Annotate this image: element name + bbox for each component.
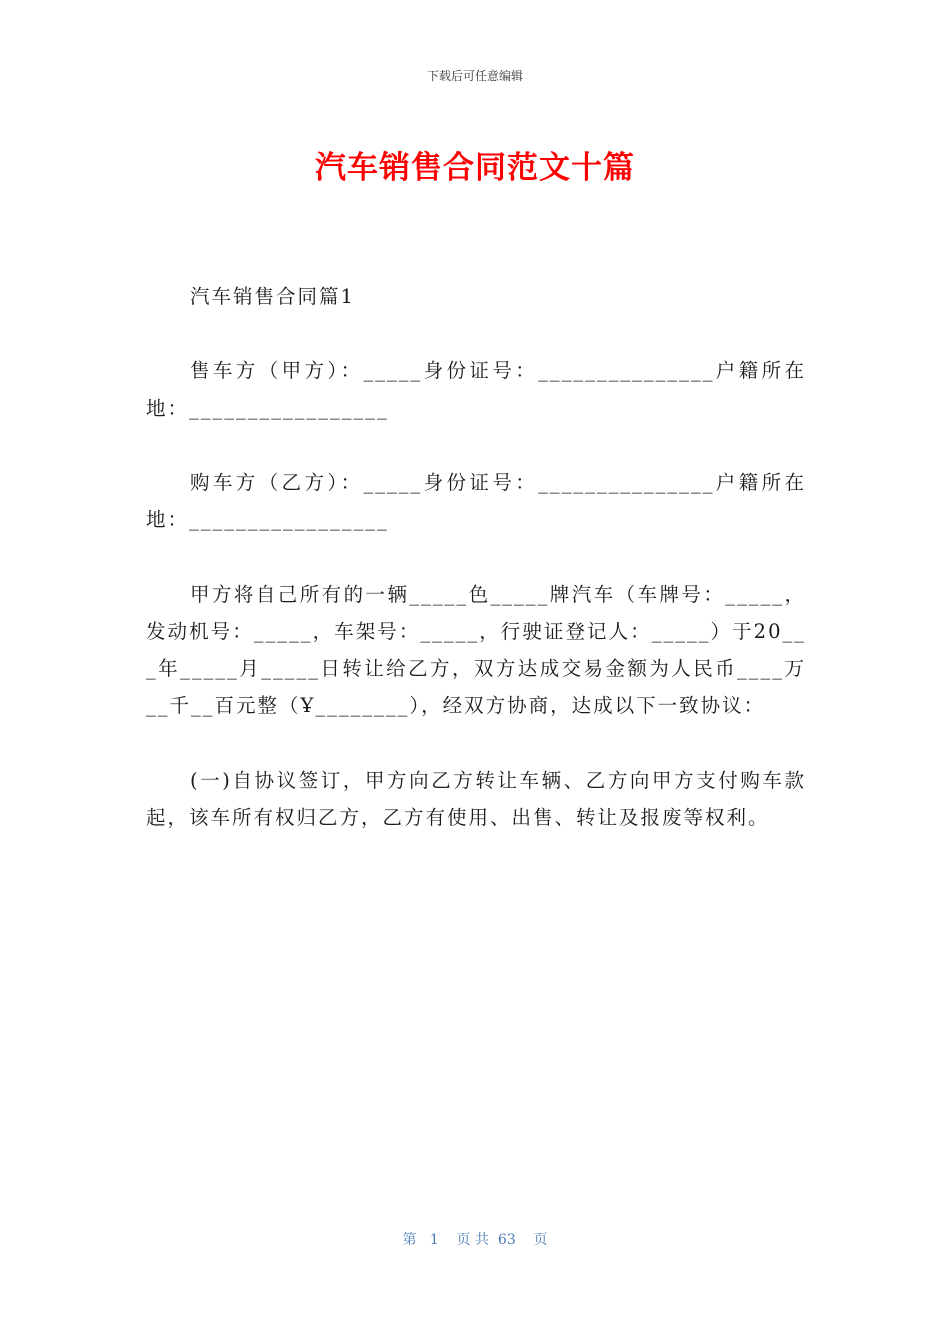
page-footer xyxy=(0,1229,950,1249)
document-body xyxy=(146,278,806,873)
header-note: 下载后可任意编辑 xyxy=(426,69,523,83)
page-number: 1 xyxy=(429,1232,439,1248)
seller-paragraph: 售车方（甲方）：_____身份证号：_______________户籍所在地：_________________ xyxy=(146,359,806,420)
buyer-paragraph: 购车方（乙方）：_____身份证号：_______________户籍所在地：_________________ xyxy=(146,470,806,532)
transfer-paragraph: 甲方将自己所有的一辆_____色_____牌汽车（车牌号：_____，发动机号：_____，车架号：_____，行驶证登记人：_____）于20___年_____月_____日转让给乙方，双方达成交易金额为人民币____万__千__百元整（Ұ________），经双方协商，达成以下一致协议： xyxy=(146,582,806,718)
section-heading: 汽车销售合同篇1 xyxy=(190,285,355,308)
footer-mid: 页 共 xyxy=(456,1232,489,1248)
footer-suffix: 页 xyxy=(533,1232,548,1248)
footer-prefix: 第 xyxy=(402,1232,417,1248)
document-title: 汽车销售合同范文十篇 xyxy=(315,150,635,186)
clause-paragraph: (一)自协议签订，甲方向乙方转让车辆、乙方向甲方支付购车款起，该车所有权归乙方，乙方有使用、出售、转让及报废等权利。 xyxy=(146,768,806,829)
page-total: 63 xyxy=(497,1232,516,1248)
